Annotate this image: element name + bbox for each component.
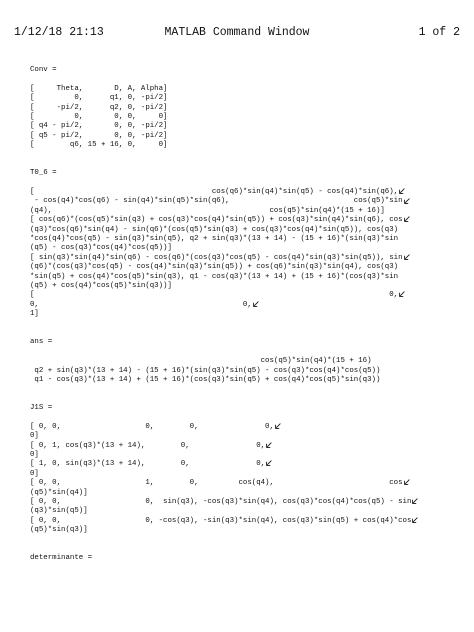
output-line xyxy=(30,263,450,272)
output-line xyxy=(30,66,450,75)
header-page-number: 1 of 2 xyxy=(418,26,460,39)
line-wrap-arrow-icon xyxy=(266,442,272,448)
output-line-text: (q4), cos(q5)*sin(q4)*(15 + 16)] xyxy=(30,206,385,215)
output-line xyxy=(30,451,450,460)
output-line-text: (q5)*sin(q4)] xyxy=(30,488,88,497)
output-line-text: [ q4 - pi/2, 0, 0, -pi/2] xyxy=(30,122,168,131)
output-line xyxy=(30,526,450,535)
output-line-text: cos(q5)*sin(q4)*(15 + 16) xyxy=(30,357,372,366)
output-line xyxy=(30,122,450,131)
output-line-text: q2 + sin(q3)*(13 + 14) - (15 + 16)*(sin(q3)*sin(q5) - cos(q3)*cos(q4)*cos(q5)) xyxy=(30,366,381,375)
line-wrap-arrow-icon xyxy=(253,301,259,307)
output-line-text: [ 0, 0, 0, 0, 0, xyxy=(30,422,274,431)
output-line xyxy=(30,385,450,394)
output-line-text: [ cos(q6)*(cos(q5)*sin(q3) + cos(q3)*cos(q4)*sin(q5)) + cos(q3)*sin(q4)*sin(q6), cos xyxy=(30,216,403,225)
output-line xyxy=(30,235,450,244)
output-line xyxy=(30,132,450,141)
output-line xyxy=(30,442,450,451)
output-line-text: [ 0, 0, 0, sin(q3), -cos(q3)*sin(q4), cos(q3)*cos(q4)*cos(q5) - sin xyxy=(30,497,412,506)
output-line xyxy=(30,282,450,291)
header-datetime: 1/12/18 21:13 xyxy=(14,26,104,39)
output-line xyxy=(30,244,450,253)
output-line-text: [ 0, xyxy=(30,291,399,300)
output-line xyxy=(30,94,450,103)
output-line-text: [ 0, 0, 0, -cos(q3), -sin(q3)*sin(q4), cos(q3)*sin(q5) + cos(q4)*cos xyxy=(30,516,412,525)
output-line-text: Conv = xyxy=(30,66,57,74)
command-output xyxy=(30,66,450,564)
line-wrap-arrow-icon xyxy=(399,188,405,194)
output-line xyxy=(30,75,450,84)
output-line xyxy=(30,404,450,413)
output-line xyxy=(30,517,450,526)
output-line xyxy=(30,395,450,404)
output-line xyxy=(30,470,450,479)
output-line xyxy=(30,320,450,329)
output-line-text: q1 - cos(q3)*(13 + 14) + (15 + 16)*(cos(q3)*sin(q5) + cos(q4)*cos(q5)*sin(q3)) xyxy=(30,375,381,384)
output-line-text: [ 0, q1, 0, -pi/2] xyxy=(30,94,168,103)
output-line-text: [ 1, 0, sin(q3)*(13 + 14), 0, 0, xyxy=(30,460,266,469)
output-line xyxy=(30,376,450,385)
line-wrap-arrow-icon xyxy=(275,423,281,429)
header-title: MATLAB Command Window xyxy=(164,26,310,39)
output-line-text: - cos(q4)*cos(q6) - sin(q4)*sin(q5)*sin(q6), cos(q5)*sin xyxy=(30,197,403,206)
output-line-text: *cos(q4)*cos(q5) - sin(q3)*sin(q5), q2 + sin(q3)*(13 + 14) - (15 + 16)*(sin(q3)*sin xyxy=(30,235,399,244)
output-line-text: [ 0, 1, cos(q3)*(13 + 14), 0, 0, xyxy=(30,441,266,450)
output-line xyxy=(30,507,450,516)
line-wrap-arrow-icon xyxy=(266,460,272,466)
line-wrap-arrow-icon xyxy=(404,479,410,485)
output-line-text: 0] xyxy=(30,432,39,441)
output-line-text: 0] xyxy=(30,451,39,460)
output-line xyxy=(30,329,450,338)
line-wrap-arrow-icon xyxy=(412,498,418,504)
output-line xyxy=(30,207,450,216)
output-line xyxy=(30,226,450,235)
output-line-text: (q5) - cos(q3)*cos(q4)*cos(q5))] xyxy=(30,244,172,253)
output-line-text: [ -pi/2, q2, 0, -pi/2] xyxy=(30,103,168,112)
output-line-text: [ 0, 0, 1, 0, cos(q4), cos xyxy=(30,479,403,488)
line-wrap-arrow-icon xyxy=(404,254,410,260)
line-wrap-arrow-icon xyxy=(404,216,410,222)
line-wrap-arrow-icon xyxy=(399,291,405,297)
output-line xyxy=(30,141,450,150)
output-line-text: (q3)*cos(q6)*sin(q4) - sin(q6)*(cos(q5)*sin(q3) + cos(q3)*cos(q4)*sin(q5)), cos(q3) xyxy=(30,225,399,234)
output-line-text: (q5) + cos(q4)*cos(q5)*sin(q3))] xyxy=(30,281,172,290)
output-line-text: 0] xyxy=(30,469,39,478)
output-line xyxy=(30,460,450,469)
output-line xyxy=(30,179,450,188)
output-line-text: (q3)*sin(q5)] xyxy=(30,507,88,516)
output-line xyxy=(30,310,450,319)
output-line xyxy=(30,545,450,554)
output-line-text: [ sin(q3)*sin(q4)*sin(q6) - cos(q6)*(cos(q3)*cos(q5) - cos(q4)*sin(q3)*sin(q5)), sin xyxy=(30,253,403,262)
output-line xyxy=(30,104,450,113)
output-line-text: determinante = xyxy=(30,554,93,563)
output-line xyxy=(30,151,450,160)
output-line-text: [ cos(q6)*sin(q4)*sin(q5) - cos(q4)*sin(q6), xyxy=(30,188,399,197)
output-line xyxy=(30,498,450,507)
output-line xyxy=(30,160,450,169)
output-line-text: [ q5 - pi/2, 0, 0, -pi/2] xyxy=(30,131,168,140)
output-line-text: T0_6 = xyxy=(30,169,57,178)
output-line xyxy=(30,348,450,357)
output-line xyxy=(30,413,450,422)
output-line-text: (q5)*sin(q3)] xyxy=(30,526,88,535)
output-line-text: *sin(q5) + cos(q4)*cos(q5)*sin(q3), q1 - cos(q3)*(13 + 14) + (15 + 16)*(cos(q3)*sin xyxy=(30,272,399,281)
output-line xyxy=(30,432,450,441)
output-line-text: [ Theta, D, A, Alpha] xyxy=(30,84,168,93)
output-line-text: ans = xyxy=(30,338,53,347)
output-line xyxy=(30,367,450,376)
output-line xyxy=(30,216,450,225)
output-line xyxy=(30,301,450,310)
output-line xyxy=(30,188,450,197)
output-line xyxy=(30,254,450,263)
output-line-text: [ 0, 0, 0, 0] xyxy=(30,112,168,121)
line-wrap-arrow-icon xyxy=(412,517,418,523)
output-line xyxy=(30,338,450,347)
output-line-text: [ q6, 15 + 16, 0, 0] xyxy=(30,141,168,150)
output-line-text: (q6)*(cos(q3)*cos(q5) - cos(q4)*sin(q3)*sin(q5)) + cos(q6)*sin(q3)*sin(q4), cos(q3) xyxy=(30,263,399,272)
output-line xyxy=(30,113,450,122)
output-line xyxy=(30,273,450,282)
output-line xyxy=(30,291,450,300)
output-line xyxy=(30,197,450,206)
output-line xyxy=(30,479,450,488)
output-line xyxy=(30,357,450,366)
output-line-text: 1] xyxy=(30,310,39,319)
output-line xyxy=(30,85,450,94)
output-line xyxy=(30,536,450,545)
output-line-text: J1S = xyxy=(30,404,53,413)
line-wrap-arrow-icon xyxy=(404,198,410,204)
output-line xyxy=(30,169,450,178)
output-line xyxy=(30,423,450,432)
page-header xyxy=(14,26,460,42)
output-line xyxy=(30,489,450,498)
output-line xyxy=(30,554,450,563)
output-line-text: 0, 0, xyxy=(30,300,252,309)
